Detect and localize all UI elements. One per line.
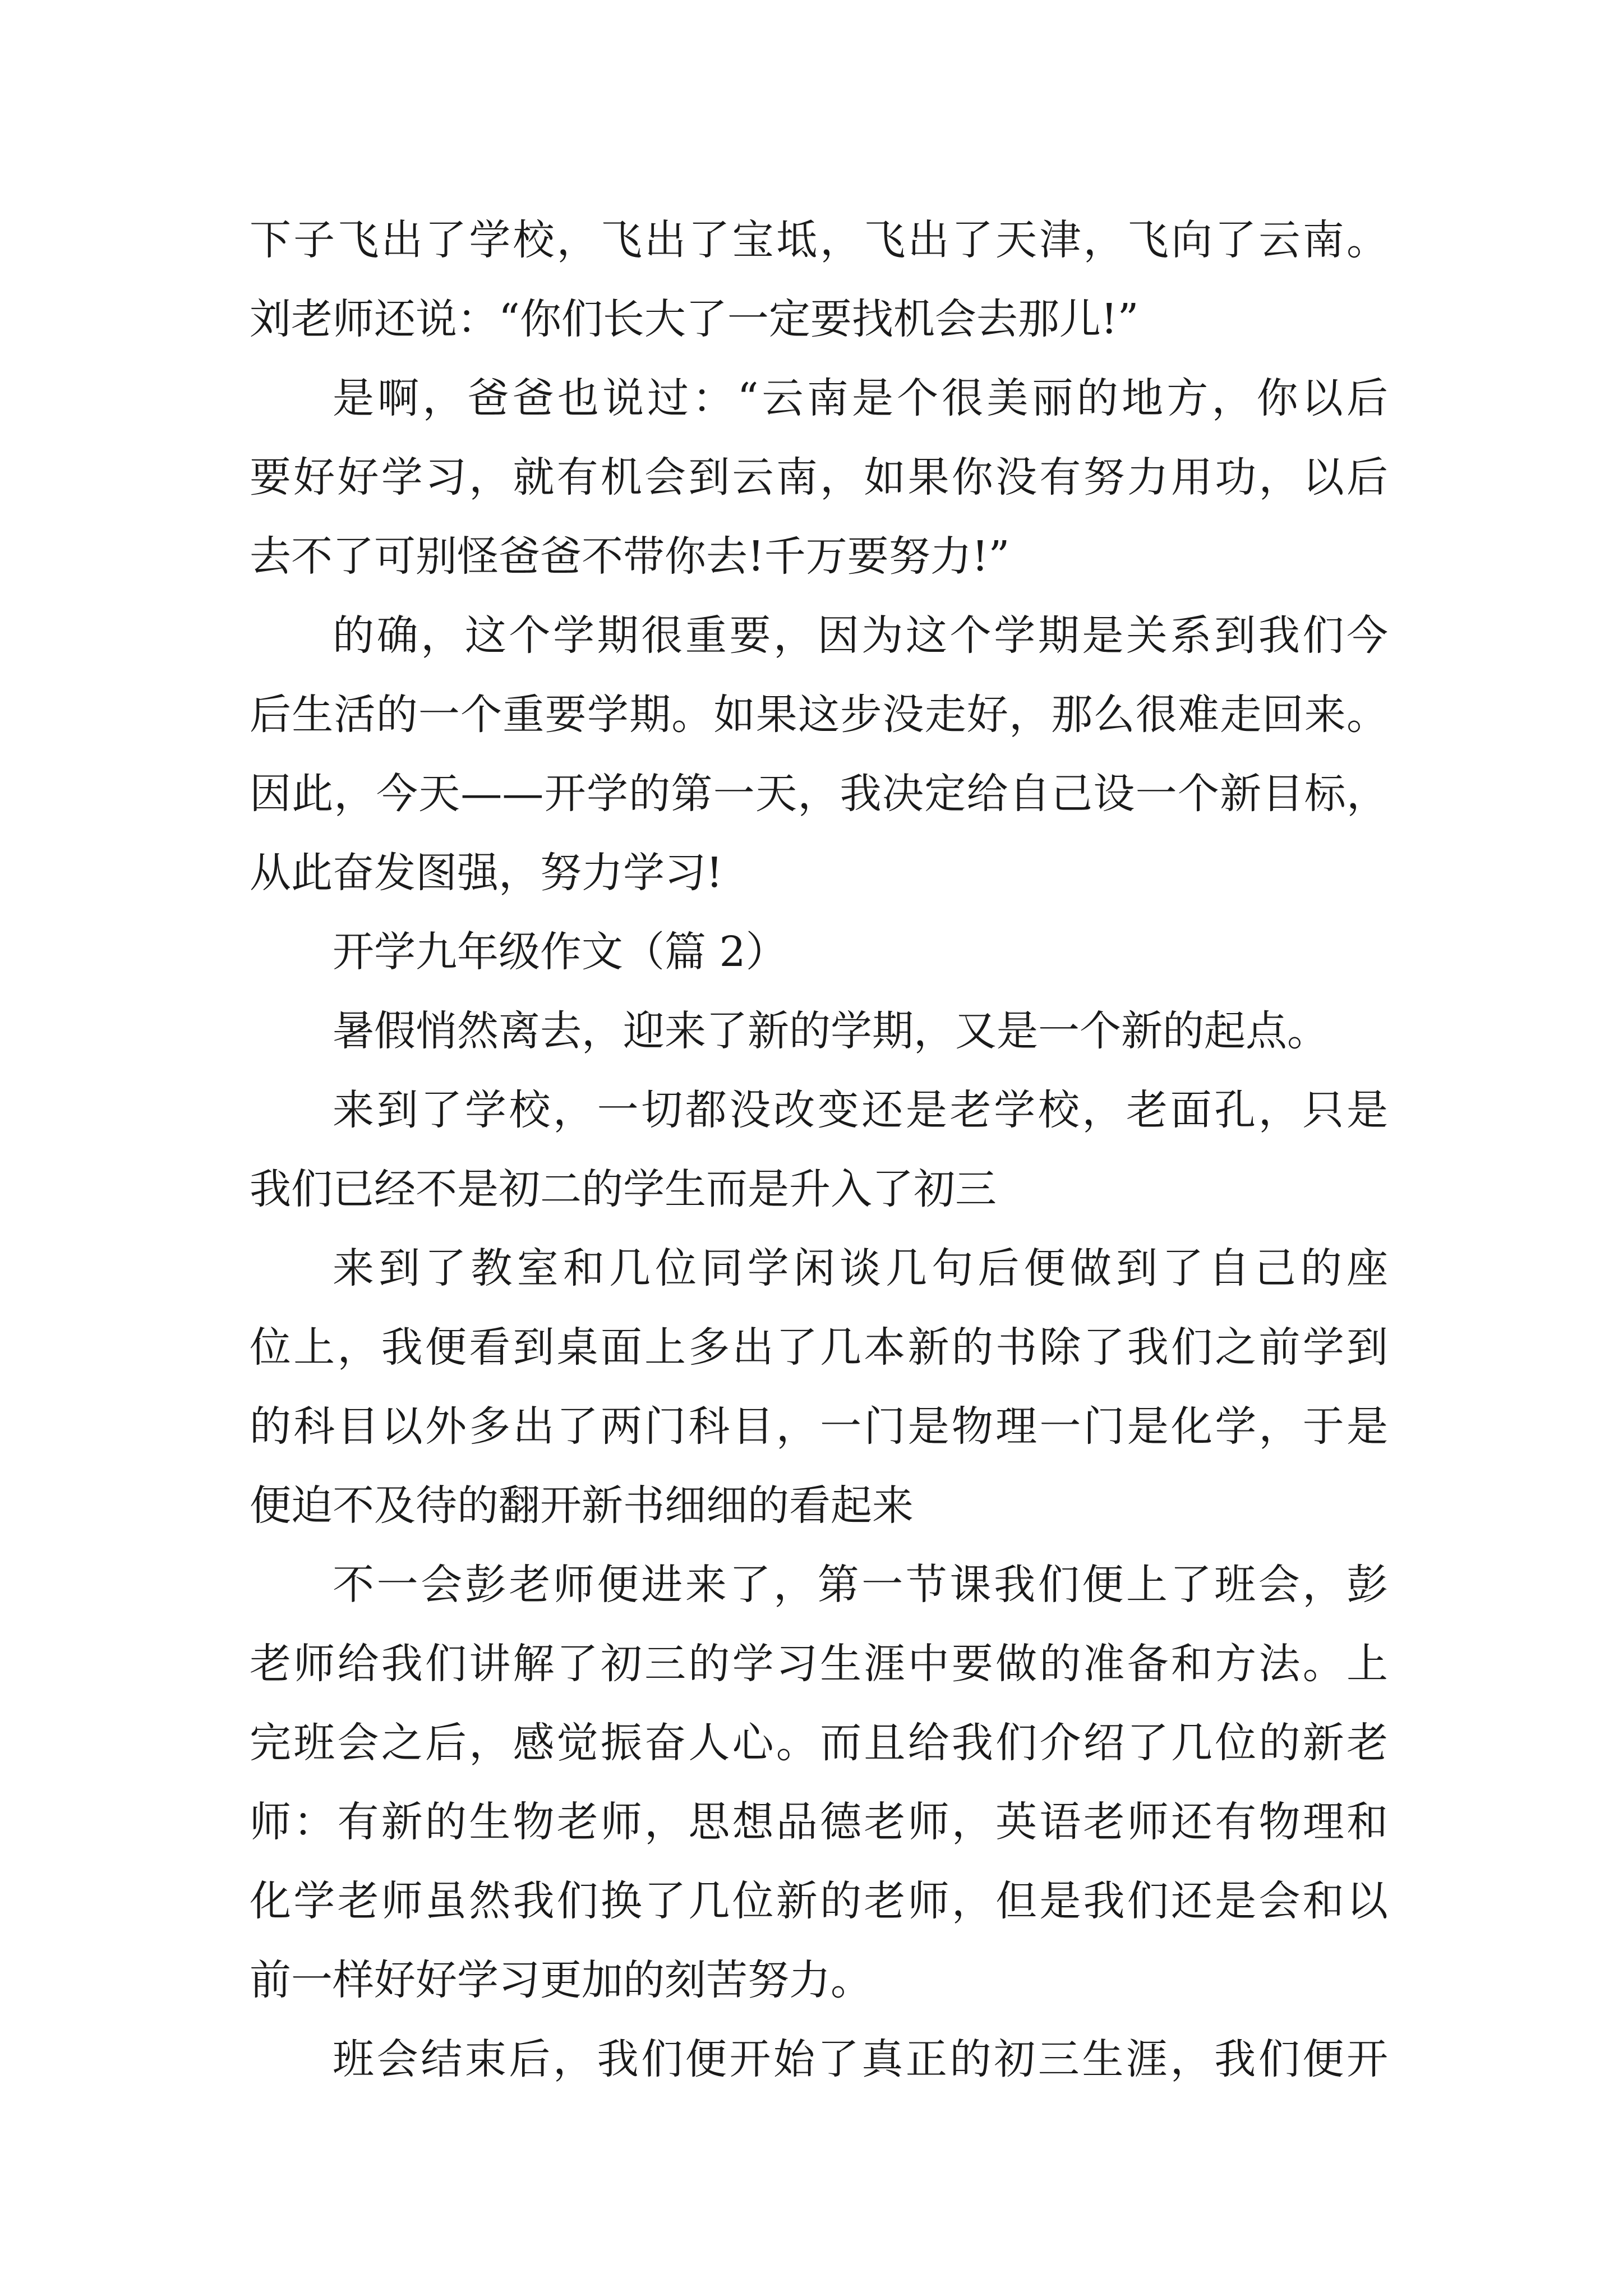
text-line: 我们已经不是初二的学生而是升入了初三: [250, 1165, 997, 1213]
text-line: 师：有新的生物老师，思想品德老师，英语老师还有物理和: [250, 1798, 1388, 1846]
text-line: 老师给我们讲解了初三的学习生涯中要做的准备和方法。上: [250, 1640, 1388, 1688]
text-line: 来到了教室和几位同学闲谈几句后便做到了自己的座: [333, 1244, 1388, 1292]
text-line: 位上，我便看到桌面上多出了几本新的书除了我们之前学到: [250, 1323, 1388, 1372]
text-line: 不一会彭老师便进来了，第一节课我们便上了班会，彭: [333, 1561, 1388, 1609]
body-text: [250, 201, 1388, 2099]
text-line: 刘老师还说：“你们长大了一定要找机会去那儿!”: [250, 295, 1139, 343]
text-line: 从此奋发图强，努力学习!: [250, 849, 723, 897]
text-line: 前一样好好学习更加的刻苦努力。: [250, 1956, 872, 2004]
text-line: 是啊，爸爸也说过：“云南是个很美丽的地方，你以后: [333, 374, 1388, 422]
text-line: 的确，这个学期很重要，因为这个学期是关系到我们今: [333, 611, 1388, 660]
text-line: 开学九年级作文（篇 2）: [333, 928, 787, 976]
text-line: 暑假悄然离去，迎来了新的学期，又是一个新的起点。: [333, 1007, 1329, 1055]
text-line: 后生活的一个重要学期。如果这步没走好，那么很难走回来。: [250, 691, 1388, 739]
text-line: 班会结束后，我们便开始了真正的初三生涯，我们便开: [333, 2035, 1388, 2083]
text-line: 下子飞出了学校，飞出了宝坻，飞出了天津，飞向了云南。: [250, 216, 1388, 264]
text-line: 来到了学校，一切都没改变还是老学校，老面孔，只是: [333, 1086, 1388, 1134]
text-line: 去不了可别怪爸爸不带你去!千万要努力!”: [250, 532, 1010, 581]
text-line: 化学老师虽然我们换了几位新的老师，但是我们还是会和以: [250, 1877, 1388, 1925]
text-line: 完班会之后，感觉振奋人心。而且给我们介绍了几位的新老: [250, 1719, 1388, 1767]
text-line: 便迫不及待的翻开新书细细的看起来: [250, 1481, 914, 1530]
text-line: 因此，今天——开学的第一天，我决定给自己设一个新目标，: [250, 770, 1388, 818]
text-line: 要好好学习，就有机会到云南，如果你没有努力用功，以后: [250, 453, 1388, 501]
text-line: 的科目以外多出了两门科目，一门是物理一门是化学，于是: [250, 1402, 1388, 1451]
